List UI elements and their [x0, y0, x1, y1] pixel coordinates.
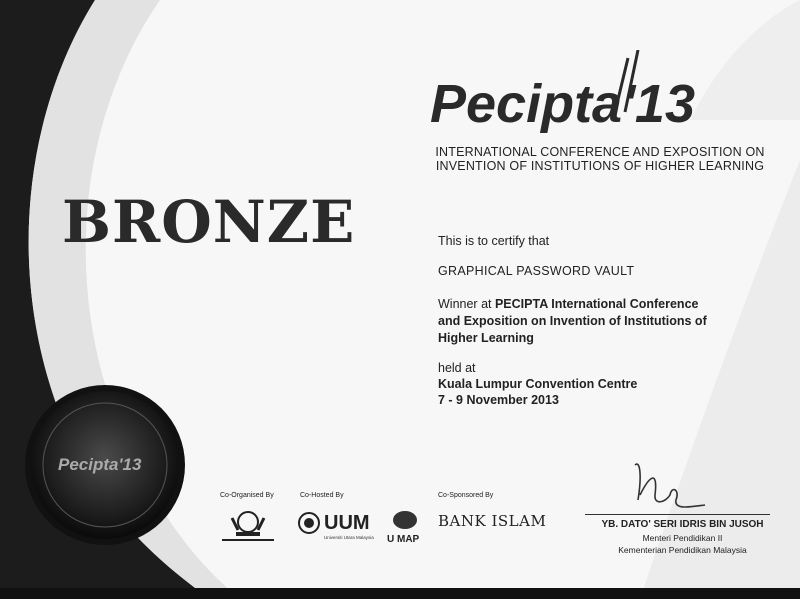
uum-crest-icon	[298, 508, 320, 538]
winner-prefix: Winner at	[438, 297, 495, 311]
ministry-crest-icon	[218, 508, 278, 544]
signature-icon	[610, 455, 720, 520]
pecipta-logo	[430, 50, 780, 140]
umap-logo-icon	[385, 508, 421, 544]
sponsored-by-label: Co-Sponsored By	[438, 492, 494, 499]
bank-islam-logo: BANK ISLAM	[438, 512, 547, 530]
organised-by-label: Co-Organised By	[220, 492, 274, 499]
signature-line	[585, 514, 770, 515]
pecipta-logo-text: Pecipta'13	[430, 74, 695, 134]
event-dates: 7 - 9 November 2013	[438, 393, 559, 407]
winner-statement	[438, 296, 758, 347]
svg-text:U MAP: U MAP	[387, 534, 420, 544]
signatory-ministry: Kementerian Pendidikan Malaysia	[618, 545, 747, 555]
uum-logo-text: UUM	[324, 512, 370, 534]
uum-logo	[298, 508, 374, 543]
bottom-border	[0, 588, 800, 599]
signatory-name: YB. DATO' SERI IDRIS BIN JUSOH	[601, 519, 764, 530]
hosted-by-label: Co-Hosted By	[300, 492, 344, 499]
uum-logo-subtitle: Universiti Utara Malaysia	[324, 535, 374, 540]
conference-title-line2: INVENTION OF INSTITUTIONS OF HIGHER LEARNING	[435, 159, 765, 173]
project-title: GRAPHICAL PASSWORD VAULT	[438, 264, 635, 278]
certify-text: This is to certify that	[438, 234, 550, 248]
award-medal-title: BRONZE	[62, 188, 356, 256]
venue: Kuala Lumpur Convention Centre	[438, 377, 638, 391]
conference-title-line1: INTERNATIONAL CONFERENCE AND EXPOSITION ON	[435, 145, 765, 159]
winner-event-line2: and Exposition on Invention of Institutions of	[438, 314, 707, 328]
winner-event-line3: Higher Learning	[438, 331, 534, 345]
winner-event-line1: PECIPTA International Conference	[494, 297, 699, 311]
seal-text: Pecipta'13	[58, 455, 142, 474]
held-at-label: held at	[438, 361, 476, 375]
signatory-title: Menteri Pendidikan II	[642, 533, 723, 543]
